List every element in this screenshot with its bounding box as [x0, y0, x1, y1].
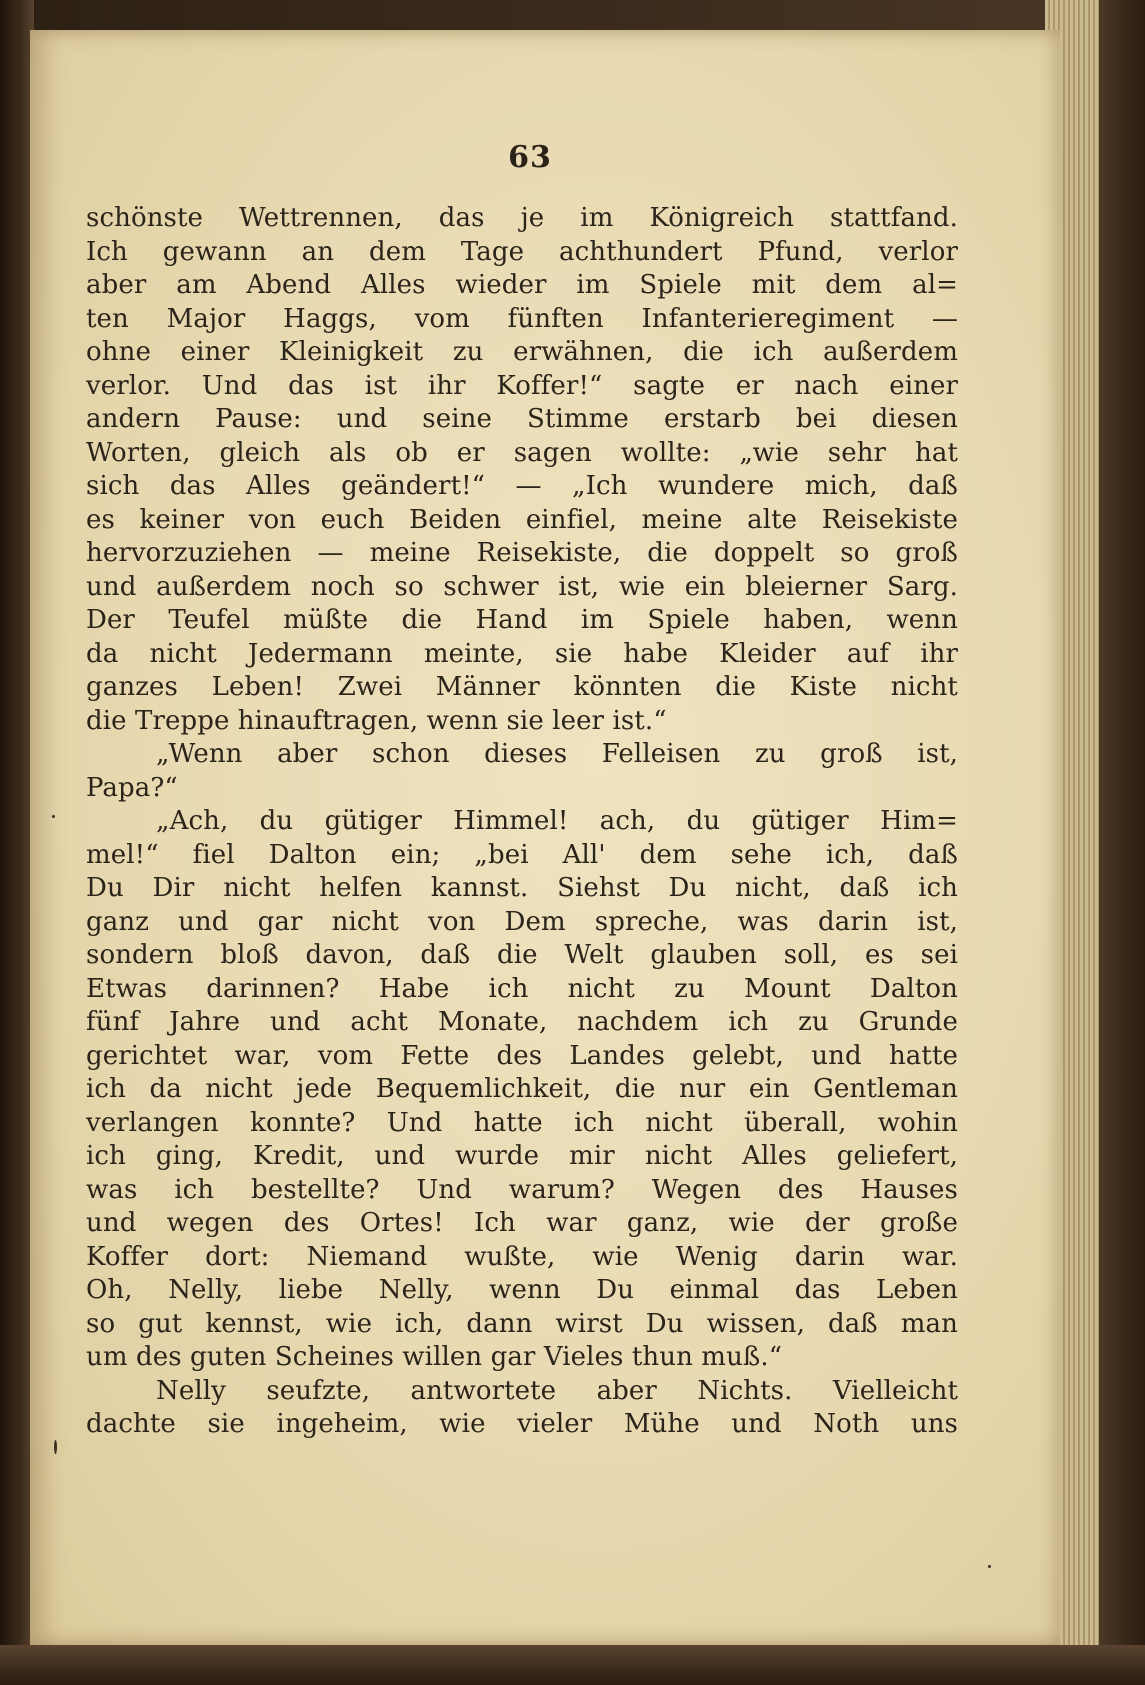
text-line: aber am Abend Alles wieder im Spiele mit dem al= [86, 270, 958, 300]
text-line: um des guten Scheines willen gar Vieles thun muß.“ [86, 1342, 783, 1372]
text-line: und außerdem noch so schwer ist, wie ein bleierner Sarg. [86, 571, 958, 602]
text-line: sich das Alles geändert!“ — „Ich wundere mich, daß [86, 471, 958, 501]
text-line: dachte sie ingeheim, wie vieler Mühe und Noth uns [86, 1409, 958, 1439]
text-line: ich da nicht jede Bequemlichkeit, die nur ein Gentleman [86, 1074, 958, 1104]
text-line: die Treppe hinauftragen, wenn sie leer ist.“ [86, 705, 667, 736]
text-line: Worten, gleich als ob er sagen wollte: „wie sehr hat [86, 437, 958, 468]
book-cover-bottom-edge [0, 1645, 1145, 1685]
text-line: ganz und gar nicht von Dem spreche, was darin ist, [86, 906, 958, 937]
text-line: ten Major Haggs, vom fünften Infanterieregiment — [86, 303, 958, 334]
paper-speck [54, 1440, 57, 1454]
text-line: da nicht Jedermann meinte, sie habe Kleider auf ihr [86, 638, 958, 669]
paper-speck [988, 1565, 991, 1568]
text-line: Oh, Nelly, liebe Nelly, wenn Du einmal das Leben [86, 1275, 958, 1305]
text-line: so gut kennst, wie ich, dann wirst Du wissen, daß man [86, 1308, 958, 1339]
text-line: Nelly seufzte, antwortete aber Nichts. Vielleicht [156, 1375, 958, 1406]
text-line: sondern bloß davon, daß die Welt glauben soll, es sei [86, 940, 958, 970]
text-line: es keiner von euch Beiden einfiel, meine alte Reisekiste [86, 504, 958, 535]
text-line: Koffer dort: Niemand wußte, wie Wenig darin war. [86, 1241, 958, 1272]
book-cover-right-edge [1099, 0, 1145, 1685]
text-line: Ich gewann an dem Tage achthundert Pfund, verlor [86, 236, 958, 267]
text-line: mel!“ fiel Dalton ein; „bei All' dem sehe ich, daß [86, 839, 958, 870]
text-line: was ich bestellte? Und warum? Wegen des Hauses [86, 1174, 958, 1205]
body-text [86, 202, 958, 1442]
text-line: ich ging, Kredit, und wurde mir nicht Alles geliefert, [86, 1141, 958, 1171]
text-line: Etwas darinnen? Habe ich nicht zu Mount Dalton [86, 973, 958, 1004]
text-line: gerichtet war, vom Fette des Landes gelebt, und hatte [86, 1040, 958, 1071]
text-line: hervorzuziehen — meine Reisekiste, die doppelt so groß [86, 538, 958, 568]
text-line: schönste Wettrennen, das je im Königreich stattfand. [86, 203, 958, 233]
text-line: Der Teufel müßte die Hand im Spiele haben, wenn [86, 605, 958, 635]
text-line: und wegen des Ortes! Ich war ganz, wie der große [86, 1208, 958, 1238]
paper-speck [52, 815, 55, 818]
text-line: „Wenn aber schon dieses Felleisen zu groß ist, [156, 739, 958, 769]
text-line: fünf Jahre und acht Monate, nachdem ich zu Grunde [86, 1007, 958, 1037]
book-cover-left-edge [0, 0, 34, 1685]
text-line: „Ach, du gütiger Himmel! ach, du gütiger Him= [156, 806, 958, 836]
text-line: verlor. Und das ist ihr Koffer!“ sagte er nach einer [86, 370, 958, 401]
page-number: 63 [508, 140, 552, 175]
book-page [30, 30, 1060, 1645]
text-line: andern Pause: und seine Stimme erstarb bei diesen [86, 404, 958, 434]
text-line: ohne einer Kleinigkeit zu erwähnen, die ich außerdem [86, 337, 958, 367]
text-line: Du Dir nicht helfen kannst. Siehst Du nicht, daß ich [86, 873, 958, 903]
text-line: ganzes Leben! Zwei Männer könnten die Kiste nicht [86, 672, 958, 702]
text-line: verlangen konnte? Und hatte ich nicht überall, wohin [86, 1107, 958, 1138]
text-line: Papa?“ [86, 772, 178, 803]
